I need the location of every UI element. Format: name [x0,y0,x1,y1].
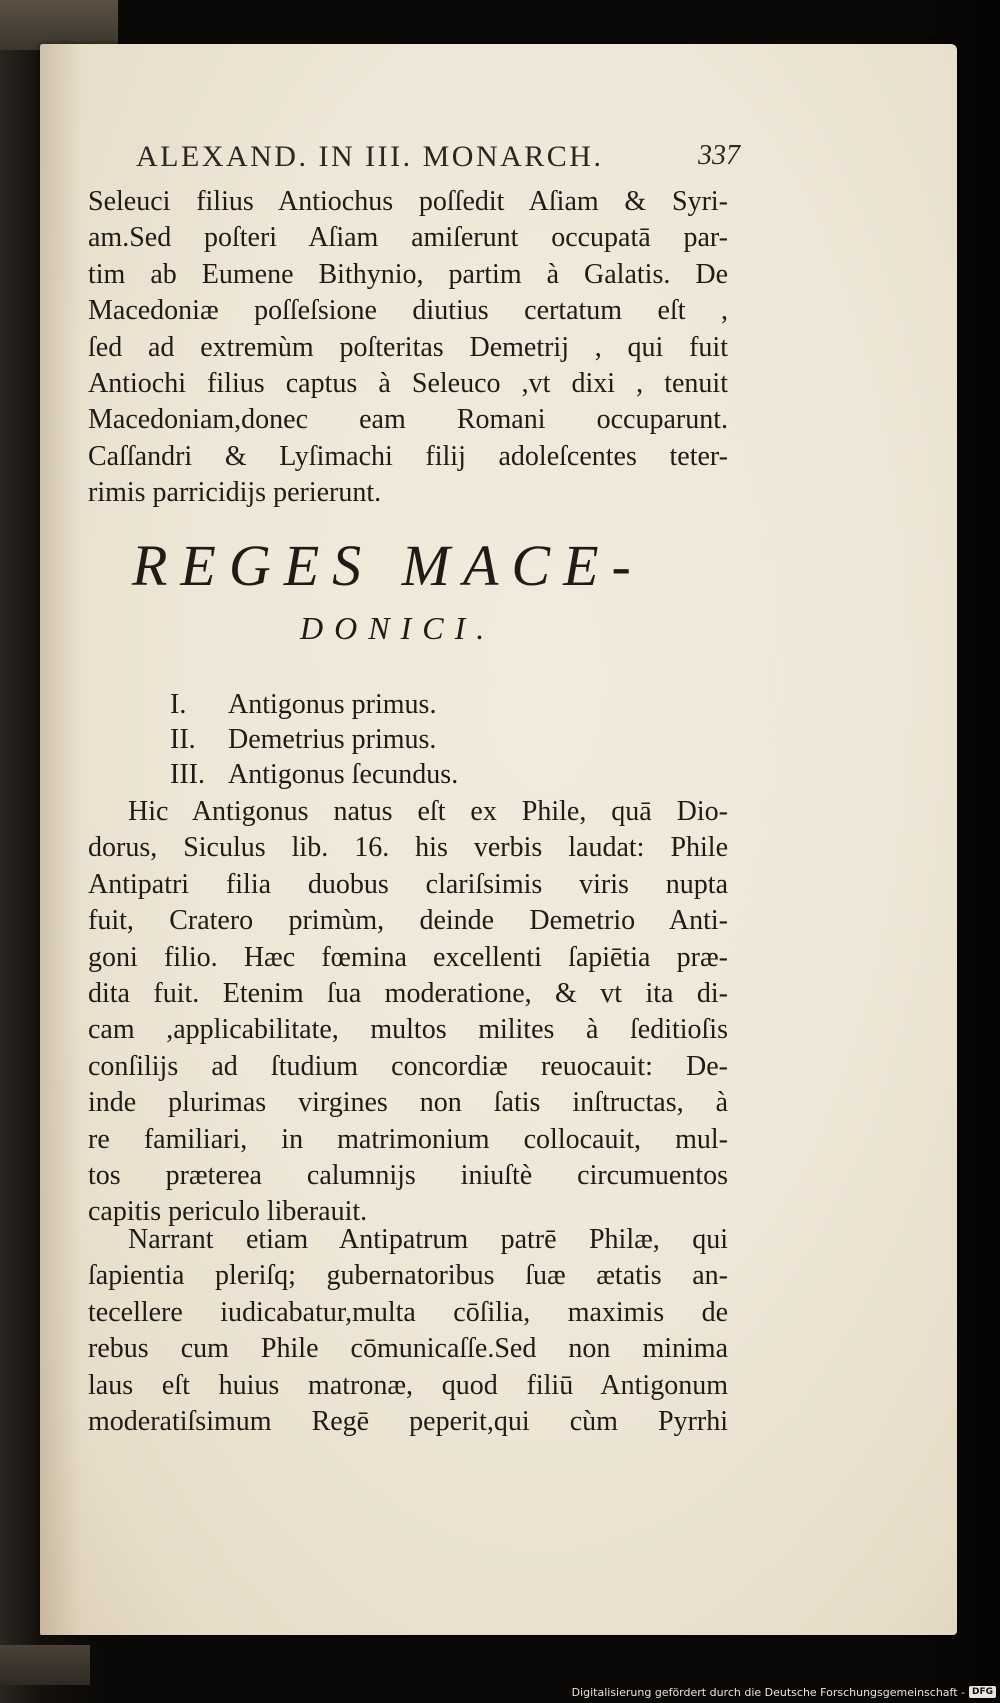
text-line: Antiochi filius captus à Seleuco ,vt dixi , tenuit [88,368,728,400]
page-header [136,140,740,180]
text-line: Seleuci filius Antiochus poſſedit Aſiam & Syri- [88,186,728,217]
section-title-line2: DONICI. [300,610,496,646]
text-line: Hic Antigonus natus eſt ex Phile, quā Dio- [128,796,728,827]
text-line: dita fuit. Etenim ſua moderatione, & vt ita di- [88,978,728,1010]
scanner-tab-bottom [0,1645,90,1685]
digitization-credit [572,1684,996,1700]
text-line: Macedoniam,donec eam Romani occuparunt. [88,404,728,436]
text-line: re familiari, in matrimonium collocauit, mul- [88,1123,728,1155]
king-number: II. [170,724,196,755]
king-number: I. [170,689,187,720]
text-line: laus eſt huius matronæ, quod filiū Antigonum [88,1369,728,1401]
scanner-tab-top [0,0,118,50]
text-line: Narrant etiam Antipatrum patrē Philæ, qui [128,1224,728,1255]
text-line: rimis parricidijs perierunt. [88,477,382,509]
text-line: dorus, Siculus lib. 16. his verbis laudat: Phile [88,832,728,864]
text-line: goni filio. Hæc fœmina excellenti ſapiētia præ- [88,941,728,973]
king-name: Demetrius primus. [228,724,437,755]
list-item [170,687,690,722]
list-item [170,757,690,792]
text-line: tim ab Eumene Bithynio, partim à Galatis. De [88,258,728,290]
text-line: tecellere iudicabatur,multa cōſilia, maximis de [88,1296,728,1328]
page-number: 337 [698,140,740,171]
book-page [40,44,957,1635]
section-title-line1: REGES MACE- [132,533,644,598]
king-name: Antigonus primus. [228,689,437,720]
king-name: Antigonus ſecundus. [228,759,459,790]
credit-text: Digitalisierung gefördert durch die Deutsche Forschungsgemeinschaft - [571,1685,965,1699]
text-line: ſapientia pleriſq; gubernatoribus ſuæ ætatis an- [88,1260,728,1292]
text-line: am.Sed poſteri Aſiam amiſerunt occupatā par- [88,222,728,254]
text-line: Antipatri filia duobus clariſsimis viris nupta [88,868,728,900]
list-item [170,722,690,757]
text-line: tos præterea calumnijs iniuſtè circumuentos [88,1160,728,1192]
opening-paragraph [88,184,728,512]
text-line: cam ,applicabilitate, multos milites à ſeditioſis [88,1014,728,1046]
kings-list [170,687,690,792]
text-line: moderatiſsimum Regē peperit,qui cùm Pyrrhi [88,1406,728,1438]
text-line: fuit, Cratero primùm, deinde Demetrio Anti- [88,905,728,937]
text-line: conſilijs ad ſtudium concordiæ reuocauit: De- [88,1050,728,1082]
text-line: Macedoniæ poſſeſsione diutius certatum eſt , [88,295,728,327]
text-line: inde plurimas virgines non ſatis inſtructas, à [88,1087,728,1119]
phile-paragraph [88,794,728,1231]
text-line: Caſſandri & Lyſimachi filij adoleſcentes teter- [88,440,728,472]
text-line: ſed ad extremùm poſteritas Demetrij , qui fuit [88,331,728,363]
dfg-logo: DFG [969,1686,996,1698]
text-line: rebus cum Phile cōmunicaſſe.Sed non minima [88,1333,728,1365]
king-number: III. [170,759,205,790]
text-line: capitis periculo liberauit. [88,1196,368,1228]
antipater-paragraph [88,1222,728,1440]
running-head: ALEXAND. IN III. MONARCH. [136,140,604,173]
